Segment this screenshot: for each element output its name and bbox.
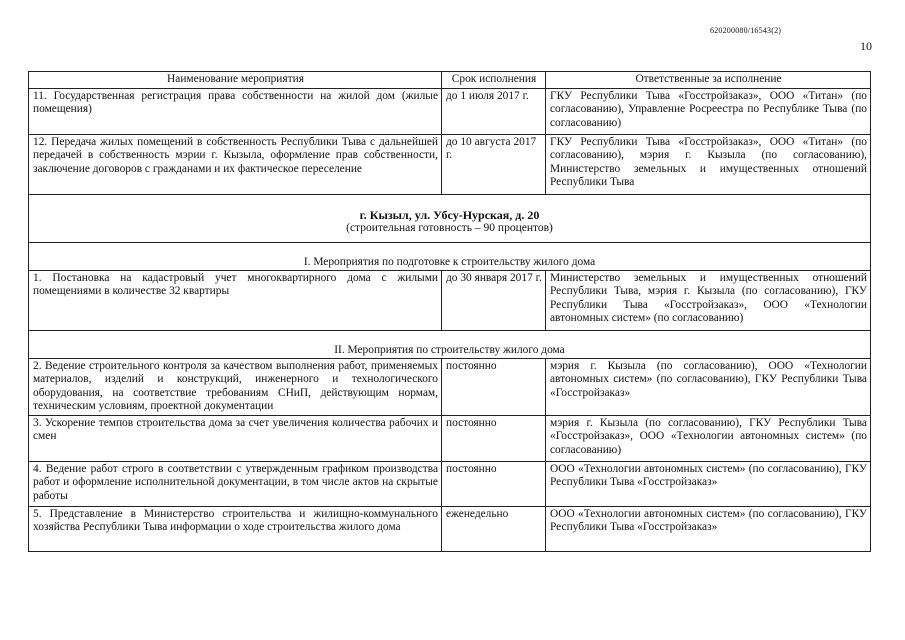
row-term: постоянно [442, 415, 546, 461]
row-term: еженедельно [442, 506, 546, 551]
row-term: до 10 августа 2017 г. [442, 134, 546, 194]
page-number: 10 [860, 39, 872, 53]
row-name: 5. Представление в Министерство строительства и жилищно-коммунального хозяйства Республики Тыва информации о ходе строительства жилого дома [29, 506, 442, 551]
address-subtitle: (строительная готовность – 90 процентов) [346, 222, 553, 234]
row-term: до 30 января 2017 г. [442, 270, 546, 330]
row-name: 4. Ведение работ строго в соответствии с утвержденным графиком производства работ и оформление исполнительной документации, в том числе актов на скрытые работы [29, 461, 442, 506]
row-responsible: ГКУ Республики Тыва «Госстройзаказ», ООО «Титан» (по согласованию), Управление Росреестра по Республике Тыва (по согласованию) [546, 88, 871, 134]
address-title: г. Кызыл, ул. Убсу-Нурская, д. 20 [359, 207, 540, 222]
row-term: постоянно [442, 461, 546, 506]
table-row [29, 461, 871, 506]
row-name: 12. Передача жилых помещений в собственность Республики Тыва с дальнейшей передачей в собственность мэрии г. Кызыла, оформление прав собственности, заключение договоров с гражданами и их фактическое переселение [29, 134, 442, 194]
row-responsible: мэрия г. Кызыла (по согласованию), ООО «Технологии автономных систем» (по согласованию), ГКУ Республики Тыва «Госстройзаказ» [546, 358, 871, 415]
section-2-title: II. Мероприятия по строительству жилого дома [29, 330, 871, 358]
row-name: 1. Постановка на кадастровый учет многоквартирного дома с жилыми помещениями в количестве 32 квартиры [29, 270, 442, 330]
table-row [29, 506, 871, 551]
table-row [29, 88, 871, 134]
table-row [29, 270, 871, 330]
row-responsible: мэрия г. Кызыла (по согласованию), ГКУ Республики Тыва «Госстройзаказ», ООО «Технологии автономных систем» (по согласованию) [546, 415, 871, 461]
header-name: Наименование мероприятия [29, 72, 442, 89]
address-row [29, 194, 871, 242]
table-header-row [29, 72, 871, 89]
row-responsible: ООО «Технологии автономных систем» (по согласованию), ГКУ Республики Тыва «Госстройзаказ» [546, 461, 871, 506]
row-responsible: Министерство земельных и имущественных отношений Республики Тыва, мэрия г. Кызыла (по согласованию), ГКУ Республики Тыва «Госстройзаказ», ООО «Технологии автономных систем» (по согласованию) [546, 270, 871, 330]
section-1-title: I. Мероприятия по подготовке к строительству жилого дома [29, 242, 871, 270]
row-name: 2. Ведение строительного контроля за качеством выполнения работ, применяемых материалов, изделий и конструкций, инженерного и технологического оборудования, на соответствие требованиям СНиП, действующим нормам, техническим условиям, проектной документации [29, 358, 442, 415]
row-term: постоянно [442, 358, 546, 415]
header-term: Срок исполнения [442, 72, 546, 89]
document-id: 620200080/16543(2) [710, 26, 782, 35]
row-term: до 1 июля 2017 г. [442, 88, 546, 134]
row-responsible: ГКУ Республики Тыва «Госстройзаказ», ООО «Титан» (по согласованию), мэрия г. Кызыла (по согласованию), Министерство земельных и имущественных отношений Республики Тыва [546, 134, 871, 194]
measures-table [28, 71, 871, 552]
row-name: 3. Ускорение темпов строительства дома за счет увеличения количества рабочих и смен [29, 415, 442, 461]
row-name: 11. Государственная регистрация права собственности на жилой дом (жилые помещения) [29, 88, 442, 134]
header-responsible: Ответственные за исполнение [546, 72, 871, 89]
section-2-row [29, 330, 871, 358]
table-row [29, 415, 871, 461]
row-responsible: ООО «Технологии автономных систем» (по согласованию), ГКУ Республики Тыва «Госстройзаказ» [546, 506, 871, 551]
table-row [29, 358, 871, 415]
section-1-row [29, 242, 871, 270]
table-row [29, 134, 871, 194]
